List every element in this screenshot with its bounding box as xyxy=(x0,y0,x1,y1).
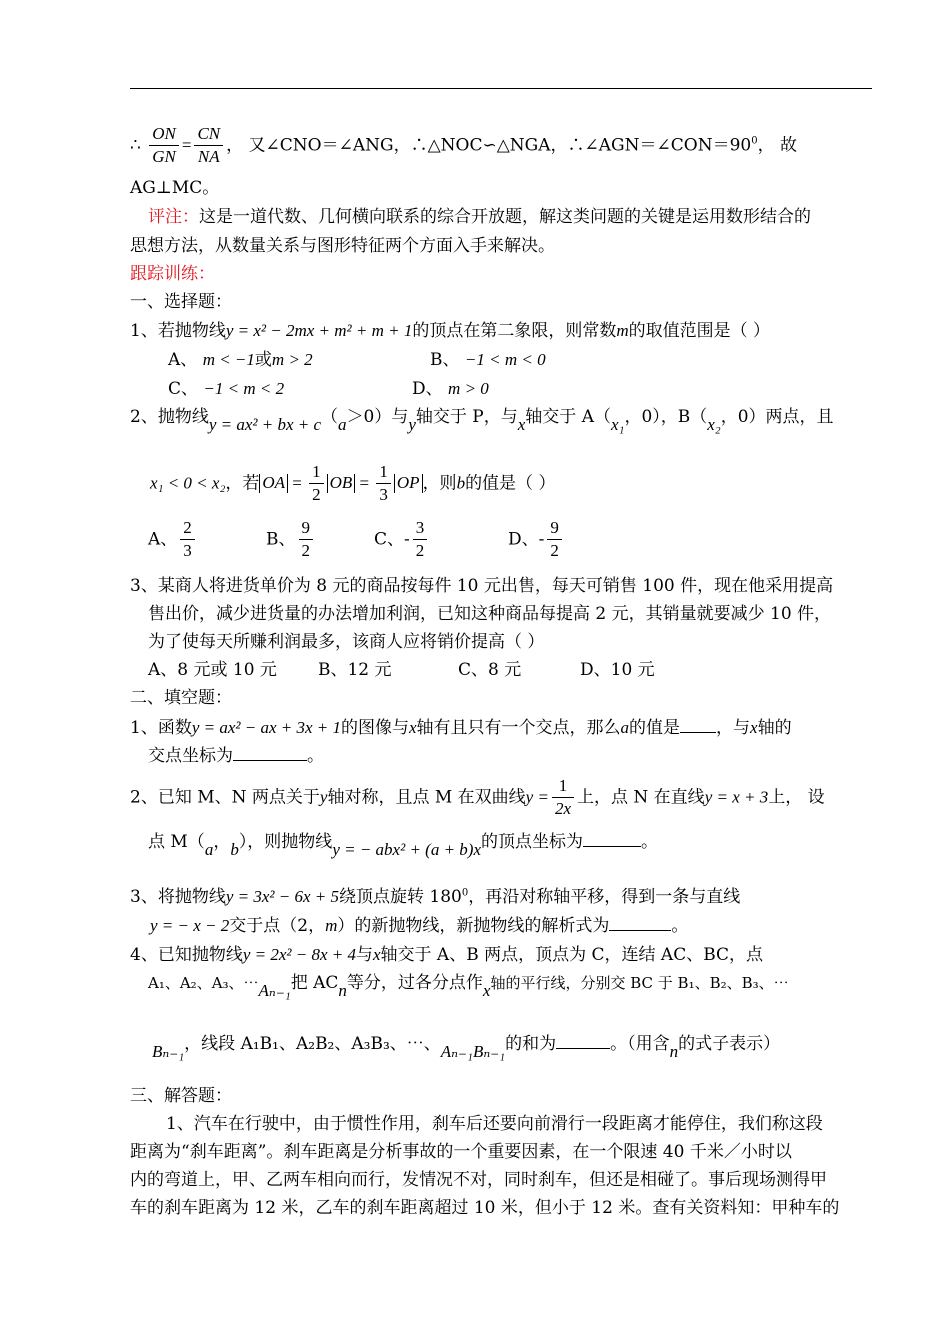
section1-q1-option-c: C、 −1 < m < 2 xyxy=(168,379,285,399)
section3-p1: 1、汽车在行驶中，由于惯性作用，刹车后还要向前滑行一段距离才能停住，我们称这段 xyxy=(166,1114,823,1134)
section1-q2-option-d: D、- $\frac{9}{2}$ xyxy=(508,518,565,562)
section2-q1-line-2: 交点坐标为 。 xyxy=(148,746,324,766)
section1-q3-line-1: 3、某商人将进货单价为 8 元的商品按每件 10 元出售，每天可销售 100 件，现在他采用提高 xyxy=(130,576,834,596)
section2-q3-line-2: y = − x − 2交于点（2，m）的新抛物线，新抛物线的解析式为 。 xyxy=(150,916,689,936)
section1-q3-option-a: A、8 元或 10 元 xyxy=(148,660,277,680)
section2-q1-line-1: 1、函数y = ax² − ax + 3x + 1的图像与x轴有且只有一个交点，那么a的值是 ，与x轴的 xyxy=(130,718,792,738)
section1-q3-line-3: 为了使每天所赚利润最多，该商人应将销价提高（ ） xyxy=(148,632,545,652)
header-rule xyxy=(130,88,872,89)
section3-p4: 车的刹车距离为 12 米，乙车的刹车距离超过 10 米，但小于 12 米。查有关资料知：甲种车的 xyxy=(130,1198,840,1218)
section2-q4-line-3: Bₙ₋₁，线段 A₁B₁、A₂B₂、A₃B₃、⋯、Aₙ₋₁Bₙ₋₁的和为 。（用含n的式子表示） xyxy=(152,1034,781,1061)
section1-q1-option-b: B、 −1 < m < 0 xyxy=(430,350,546,370)
section2-q4-line-1: 4、已知抛物线y = 2x² − 8x + 4与x轴交于 A、B 两点，顶点为 C，连结 AC、BC，点 xyxy=(130,945,764,965)
solution-line-2: AG⊥MC。 xyxy=(130,178,220,198)
comment-line-1: 评注：这是一道代数、几何横向联系的综合开放题，解这类问题的关键是运用数形结合的 xyxy=(148,207,811,227)
answer-blank[interactable] xyxy=(556,1034,610,1049)
section1-q3-line-2: 售出价，减少进货量的办法增加利润，已知这种商品每提高 2 元，其销量就要减少 10 件， xyxy=(148,604,832,624)
section1-q2-line-2: x₁ < 0 < x₂，若 OA = $\frac{1}{2}$ OB = $\frac{1}{3}$ OP ，则b的值是（ ） xyxy=(150,462,556,505)
section2-q3-line-1: 3、将抛物线y = 3x² − 6x + 5绕顶点旋转 $180^0$，再沿对称轴平移，得到一条与直线 xyxy=(130,887,741,907)
section1-q1-option-a: A、 m < −1或m > 2 xyxy=(168,350,313,370)
section1-q1: 1、若抛物线y = x² − 2mx + m² + m + 1的顶点在第二象限，则常数m的取值范围是（ ） xyxy=(130,321,771,341)
section2-q2-line-2: 点 M（a，b），则抛物线y = − abx² + (a + b)x的顶点坐标为 。 xyxy=(148,832,659,859)
solution-line-1: ∴ $\frac{ON}{GN}$ = $\frac{CN}{NA}$ ， 又∠CNO＝∠ANG，∴△NOC∽△NGA，$\therefore\angle AGN=\angle CON=90^0$， 故 xyxy=(130,124,797,167)
comment-label: 评注： xyxy=(148,207,199,227)
training-title: 跟踪训练： xyxy=(130,264,215,284)
section3-p3: 内的弯道上，甲、乙两车相向而行，发情况不对，同时刹车，但还是相碰了。事后现场测得甲 xyxy=(130,1170,827,1190)
section1-q2-option-c: C、- $\frac{3}{2}$ xyxy=(374,518,430,562)
fraction-cn-na: $\frac{CN}{NA}$ xyxy=(194,124,223,168)
section1-q3-option-b: B、12 元 xyxy=(318,660,392,680)
section1-q2-option-a: A、 $\frac{2}{3}$ xyxy=(148,518,198,562)
section1-q2-option-b: B、 $\frac{9}{2}$ xyxy=(266,518,316,562)
section2-title: 二、填空题： xyxy=(130,688,232,708)
section1-q1-option-d: D、 m > 0 xyxy=(412,379,489,399)
section3-p2: 距离为“刹车距离”。刹车距离是分析事故的一个重要因素，在一个限速 40 千米／小时以 xyxy=(130,1142,792,1162)
section1-q3-option-c: C、8 元 xyxy=(458,660,522,680)
comment-line-2: 思想方法，从数量关系与图形特征两个方面入手来解决。 xyxy=(130,236,555,256)
fraction-on-gn: $\frac{ON}{GN}$ xyxy=(149,124,179,168)
section3-title: 三、解答题： xyxy=(130,1086,232,1106)
answer-blank[interactable] xyxy=(233,746,307,761)
answer-blank[interactable] xyxy=(680,718,716,733)
section2-q2-line-1: 2、已知 M、N 两点关于y轴对称，且点 M 在双曲线y = $\frac{1}{2x}$ 上，点 N 在直线y = x + 3上， 设 xyxy=(130,776,825,819)
answer-blank[interactable] xyxy=(583,832,641,847)
section2-q4-line-2: A₁、A₂、A₃、⋯Aₙ₋₁把 ACn等分，过各分点作x轴的平行线，分别交 BC 于 B₁、B₂、B₃、⋯ xyxy=(148,973,789,1000)
section1-q3-option-d: D、10 元 xyxy=(580,660,655,680)
section1-q2-line-1: 2、抛物线y = ax² + bx + c（a＞0）与y轴交于 P，与x轴交于 A（x₁，0），B（x₂，0）两点，且 xyxy=(130,407,834,434)
answer-blank[interactable] xyxy=(609,916,671,931)
section1-title: 一、选择题： xyxy=(130,292,232,312)
